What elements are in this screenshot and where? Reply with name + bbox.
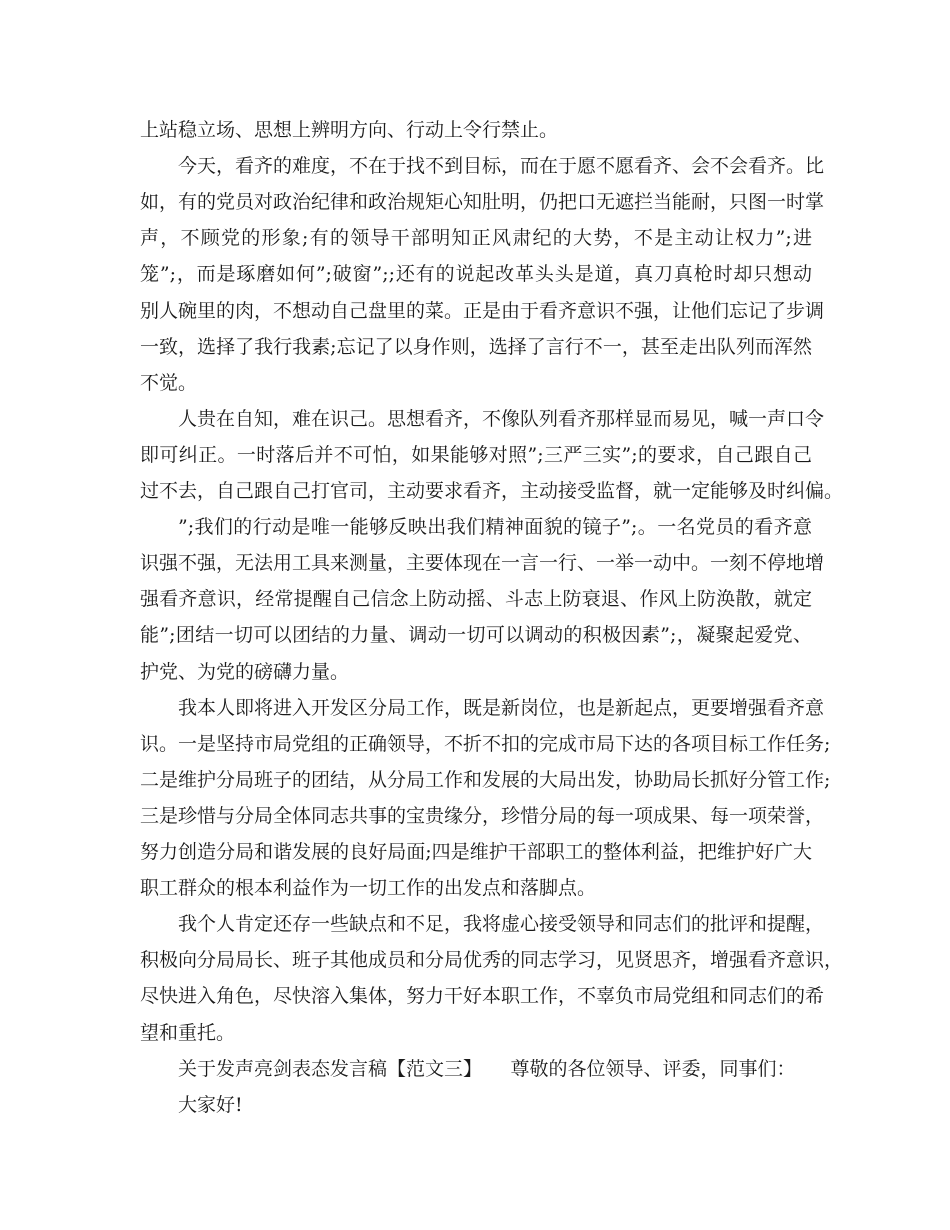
text-line: 我本人即将进入开发区分局工作，既是新岗位，也是新起点，更要增强看齐意	[178, 696, 825, 719]
text-line: 能”;团结一切可以团结的力量、调动一切可以调动的积极因素”;，凝聚起爱党、	[140, 624, 812, 647]
text-line: 积极向分局局长、班子其他成员和分局优秀的同志学习，见贤思齐，增强看齐意识，	[140, 949, 844, 972]
text-line: 识。一是坚持市局党组的正确领导，不折不扣的完成市局下达的各项目标工作任务;	[140, 732, 831, 755]
text-line: 职工群众的根本利益作为一切工作的出发点和落脚点。	[140, 877, 597, 900]
text-line: 即可纠正。一时落后并不可怕，如果能够对照”;三严三实”;的要求，自己跟自己	[140, 443, 812, 466]
text-line: 尽快进入角色，尽快溶入集体，努力干好本职工作，不辜负市局党组和同志们的希	[140, 985, 825, 1008]
text-line: 我个人肯定还存一些缺点和不足，我将虚心接受领导和同志们的批评和提醒，	[178, 913, 825, 936]
text-line: 二是维护分局班子的团结，从分局工作和发展的大局出发，协助局长抓好分管工作;	[140, 768, 831, 791]
text-line: 识强不强，无法用工具来测量，主要体现在一言一行、一举一动中。一刻不停地增	[140, 552, 825, 575]
text-line: 声，不顾党的形象;有的领导干部明知正风肃纪的大势，不是主动让权力”;进	[140, 227, 812, 250]
text-line: 今天，看齐的难度，不在于找不到目标，而在于愿不愿看齐、会不会看齐。比	[178, 155, 825, 178]
text-line: 人贵在自知，难在识己。思想看齐，不像队列看齐那样显而易见，喊一声口令	[178, 407, 825, 430]
text-line: 上站稳立场、思想上辨明方向、行动上令行禁止。	[140, 119, 559, 141]
text-line: 别人碗里的肉，不想动自己盘里的菜。正是由于看齐意识不强，让他们忘记了步调	[140, 299, 825, 322]
text-line: 三是珍惜与分局全体同志共事的宝贵缘分，珍惜分局的每一项成果、每一项荣誉，	[140, 804, 825, 827]
text-line: ”;我们的行动是唯一能够反映出我们精神面貌的镜子”;。一名党员的看齐意	[178, 516, 812, 539]
text-line: 护党、为党的磅礴力量。	[140, 660, 350, 683]
text-line: 关于发声亮剑表态发言稿【范文三】 尊敬的各位领导、评委，同事们：	[178, 1057, 796, 1080]
text-line: 如，有的党员对政治纪律和政治规矩心知肚明，仍把口无遮拦当能耐，只图一时掌	[140, 191, 825, 214]
text-line: 大家好!	[178, 1093, 243, 1116]
text-line: 强看齐意识，经常提醒自己信念上防动摇、斗志上防衰退、作风上防涣散，就定	[140, 588, 812, 611]
text-line: 望和重托。	[140, 1021, 236, 1044]
text-line: 不觉。	[140, 371, 198, 394]
text-line: 努力创造分局和谐发展的良好局面;四是维护干部职工的整体利益，把维护好广大	[140, 841, 812, 863]
text-line: 笼”;，而是琢磨如何”;破窗”;;还有的说起改革头头是道，真刀真枪时却只想动	[140, 263, 812, 286]
text-line: 一致，选择了我行我素;忘记了以身作则，选择了言行不一，甚至走出队列而浑然	[140, 335, 812, 358]
text-line: 过不去，自己跟自己打官司，主动要求看齐，主动接受监督，就一定能够及时纠偏。	[140, 480, 844, 502]
